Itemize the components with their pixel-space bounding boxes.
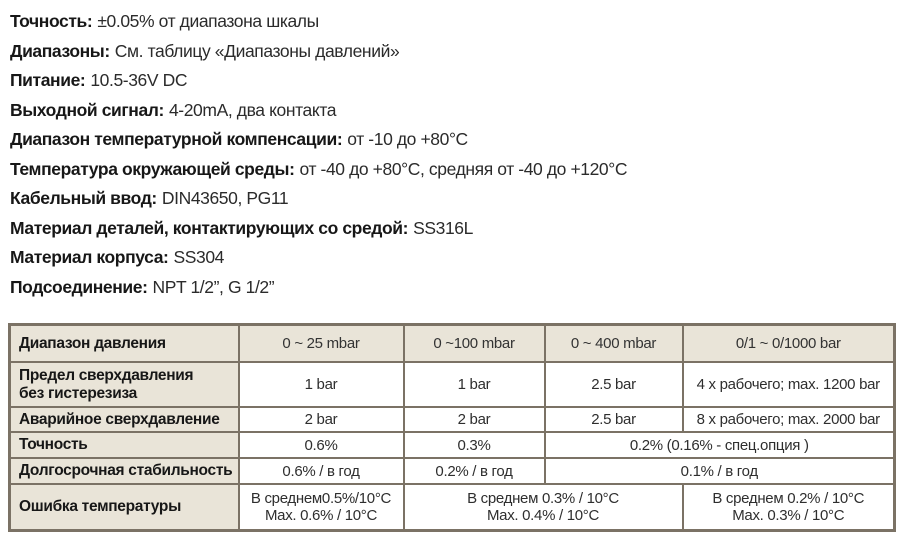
spec-label: Температура окружающей среды: [10, 158, 295, 179]
spec-value: 4-20mA, два контакта [168, 99, 337, 120]
overpressure-cell-1: 1 bar [239, 362, 404, 407]
spec-line-ambient-temp [10, 155, 905, 185]
spec-line-temp-compensation [10, 125, 905, 155]
temp-error-cell-1 [239, 484, 404, 530]
stability-cell-2: 0.2% / в год [404, 458, 545, 484]
spec-label: Питание: [10, 70, 86, 90]
overpressure-row-label [10, 362, 239, 407]
header-range-2: 0 ~100 mbar [404, 325, 545, 363]
stability-row [10, 458, 895, 484]
spec-value: NPT 1/2”, G 1/2” [152, 276, 275, 297]
temp-error-cell-2-avg: В среднем 0.3% / 10°C [467, 489, 619, 507]
overpressure-cell-4: 4 x рабочего; max. 1200 bar [683, 362, 895, 407]
burst-row-label: Аварийное сверхдавление [10, 407, 239, 432]
temp-error-cell-2-max: Max. 0.4% / 10°C [486, 506, 600, 524]
stability-row-label: Долгосрочная стабильность [10, 458, 239, 484]
header-range-1: 0 ~ 25 mbar [239, 325, 404, 363]
burst-cell-2: 2 bar [404, 407, 545, 432]
spec-label: Диапазон температурной компенсации: [10, 129, 343, 149]
table-header-row [10, 325, 895, 363]
stability-cell-1: 0.6% / в год [239, 458, 404, 484]
header-range-4: 0/1 ~ 0/1000 bar [683, 325, 895, 363]
spec-value: 10.5-36V DC [90, 70, 188, 90]
spec-label: Кабельный ввод: [10, 188, 157, 208]
spec-label: Выходной сигнал: [10, 99, 164, 120]
accuracy-cell-2: 0.3% [404, 432, 545, 458]
spec-value: SS304 [173, 247, 225, 267]
temp-error-cell-2-merged [404, 484, 683, 530]
spec-line-power [10, 66, 905, 96]
overpressure-row [10, 362, 895, 407]
spec-label: Точность: [10, 11, 93, 31]
accuracy-cell-1: 0.6% [239, 432, 404, 458]
temp-error-row-label: Ошибка температуры [10, 484, 239, 530]
spec-line-accuracy [10, 7, 905, 37]
overpressure-cell-2: 1 bar [404, 362, 545, 407]
accuracy-row-label: Точность [10, 432, 239, 458]
header-range-3: 0 ~ 400 mbar [545, 325, 683, 363]
temp-error-cell-3-avg: В среднем 0.2% / 10°C [712, 489, 865, 507]
burst-cell-4: 8 x рабочего; max. 2000 bar [683, 407, 895, 432]
spec-line-housing-material [10, 243, 905, 273]
spec-value: от -10 до +80°C [347, 129, 468, 149]
accuracy-row [10, 432, 895, 458]
temp-error-cell-1-avg: В среднем0.5%/10°C [250, 489, 392, 507]
burst-pressure-row [10, 407, 895, 432]
spec-value: ±0.05% от диапазона шкалы [97, 11, 319, 31]
spec-line-connection [10, 273, 905, 303]
temp-error-cell-3-max: Max. 0.3% / 10°C [732, 506, 845, 524]
spec-label: Диапазоны: [10, 40, 110, 61]
pressure-ranges-table [8, 323, 896, 532]
accuracy-cell-3-merged: 0.2% (0.16% - спец.опция ) [545, 432, 895, 458]
spec-label: Материал деталей, контактирующих со средой: [10, 217, 409, 238]
overpressure-label-line2: без гистерезиза [19, 384, 137, 402]
spec-value: SS316L [413, 217, 473, 238]
temp-error-row [10, 484, 895, 530]
overpressure-label-line1: Предел сверхдавления [19, 366, 194, 384]
spec-value: См. таблицу «Диапазоны давлений» [114, 40, 400, 61]
spec-line-wetted-material [10, 214, 905, 244]
stability-cell-3-merged: 0.1% / в год [545, 458, 895, 484]
burst-cell-1: 2 bar [239, 407, 404, 432]
header-row-label: Диапазон давления [10, 325, 239, 363]
spec-label: Материал корпуса: [10, 247, 169, 267]
temp-error-cell-3 [683, 484, 895, 530]
spec-value: от -40 до +80°C, средняя от -40 до +120°C [299, 158, 628, 179]
burst-cell-3: 2.5 bar [545, 407, 683, 432]
spec-line-ranges [10, 37, 905, 67]
temp-error-cell-1-max: Max. 0.6% / 10°C [264, 506, 378, 524]
spec-label: Подсоединение: [10, 276, 148, 297]
spec-line-output-signal [10, 96, 905, 126]
overpressure-cell-3: 2.5 bar [545, 362, 683, 407]
spec-value: DIN43650, PG11 [161, 188, 289, 208]
spec-line-cable-entry [10, 184, 905, 214]
